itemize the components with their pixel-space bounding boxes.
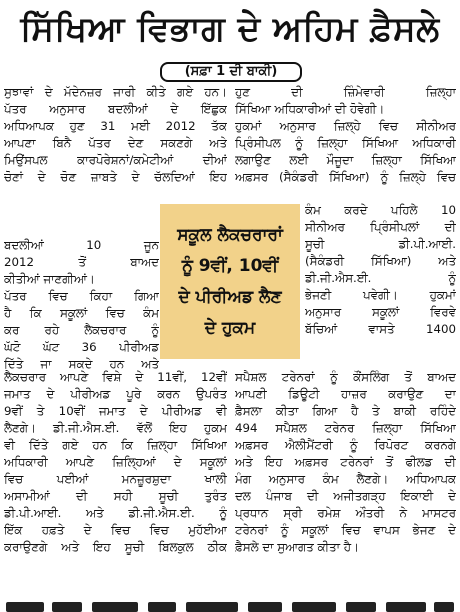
text-line: ਬੱਚਿਆਂ ਵਾਸਤੇ 1400 xyxy=(305,322,456,336)
text-line: ਲੈਕਚਰਾਰ ਆਪਣੇ ਵਿਸ਼ੇ ਦੇ 11ਵੀਂ, 12ਵੀਂ xyxy=(4,370,227,384)
right-column-middle xyxy=(305,202,456,338)
text-line: 9ਵੀਂ ਤੇ 10ਵੀਂ ਜਮਾਤ ਦੇ ਪੀਰੀਅਡ ਵੀ xyxy=(4,404,227,418)
text-line: ਅਨੁਸਾਰ ਸਕੂਲਾਂ ਵਿਰਵੇ xyxy=(305,305,456,319)
text-line: ਸੀਨੀਅਰ ਪ੍ਰਿੰਸੀਪਲਾਂ ਦੀ xyxy=(305,220,456,234)
text-line: ਟਰੇਨਰਾਂ ਨੂੰ ਸਕੂਲਾਂ ਵਿਚ ਵਾਪਸ ਭੇਜਣ ਦੇ xyxy=(235,523,456,537)
text-line: ਚੋਣਾਂ ਦੇ ਚੋਣ ਜ਼ਾਬਤੇ ਦੇ ਚੱਲਦਿਆਂ ਇਹ xyxy=(4,170,227,184)
text-line: ਪੱਤਰ ਵਿਚ ਕਿਹਾ ਗਿਆ xyxy=(4,289,159,303)
text-line: ਵਿਚ ਪਈਆਂ ਮਨਜ਼ੂਰਸ਼ੁਦਾ ਖਾਲੀ xyxy=(4,472,227,486)
text-line: ਲੈਣਗੇ। ਡੀ.ਜੀ.ਐਸ.ਈ. ਵੱਲੋਂ ਇਹ ਹੁਕਮ xyxy=(4,421,227,435)
text-line: ਬਦਲੀਆਂ 10 ਜੂਨ xyxy=(4,238,159,252)
text-line: ਕਰਾਉਣਗੇ ਅਤੇ ਇਹ ਸੂਚੀ ਬਿਲਕੁਲ ਠੀਕ xyxy=(4,540,227,554)
sub-headline-box xyxy=(160,204,300,359)
text-line: ਹੁਕਮਾਂ ਅਨੁਸਾਰ ਜ਼ਿਲ੍ਹੇ ਵਿਚ ਸੀਨੀਅਰ xyxy=(235,119,456,133)
text-line: ਪ੍ਰਧਾਨ ਸ੍ਰੀ ਰਮੇਸ਼ ਔਤਰੀ ਨੇ ਮਾਸਟਰ xyxy=(235,506,456,520)
left-column-top xyxy=(4,84,227,186)
headline: ਸਿੱਖਿਆ ਵਿਭਾਗ ਦੇ ਅਹਿਮ ਫ਼ੈਸਲੇ xyxy=(20,9,440,49)
right-column-top xyxy=(235,84,456,186)
text-line: ਵੀ ਦਿੱਤੇ ਗਏ ਹਨ ਕਿ ਜ਼ਿਲ੍ਹਾ ਸਿੱਖਿਆ xyxy=(4,438,227,452)
text-line: ਮਿਉਂਸਪਲ ਕਾਰਪੋਰੇਸ਼ਨਾਂ/ਕਮੇਟੀਆਂ ਦੀਆਂ xyxy=(4,153,227,167)
text-line: ਪ੍ਰਿੰਸੀਪਲ ਨੂੰ ਜ਼ਿਲ੍ਹਾ ਸਿੱਖਿਆ ਅਧਿਕਾਰੀ xyxy=(235,136,456,150)
text-line: ਮੰਗ ਅਨੁਸਾਰ ਕੰਮ ਲੈਣਗੇ। ਅਧਿਆਪਕ xyxy=(235,472,456,486)
text-line: ਸਿੱਖਿਆ ਅਧਿਕਾਰੀਆਂ ਦੀ ਹੋਵੇਗੀ। xyxy=(235,102,385,116)
text-line: ਸੁਝਾਵਾਂ ਦੇ ਮੱਦੇਨਜ਼ਰ ਜਾਰੀ ਕੀਤੇ ਗਏ ਹਨ। xyxy=(4,85,227,99)
text-line: ਫ਼ੈਸਲਾ ਕੀਤਾ ਗਿਆ ਹੈ ਤੇ ਬਾਕੀ ਰਹਿੰਦੇ xyxy=(235,404,456,418)
text-line: ਅਤੇ ਇਹ ਅਫ਼ਸਰ ਟਰੇਨਰਾਂ ਤੋਂ ਫੀਲਡ ਦੀ xyxy=(235,455,456,469)
text-line: ਅਧਿਆਪਕ ਹੁਣ 31 ਮਈ 2012 ਤੱਕ xyxy=(4,119,227,133)
text-line: ਸੂਚੀ ਡੀ.ਪੀ.ਆਈ. xyxy=(305,237,456,251)
text-line: ਕੰਮ ਕਰਦੇ ਪਹਿਲੇ 10 xyxy=(305,203,456,217)
text-line: ਦਲ ਪੰਜਾਬ ਦੀ ਅਜੀਤਗੜ੍ਹ ਇਕਾਈ ਦੇ xyxy=(235,489,456,503)
text-line: ਡੀ.ਪੀ.ਆਈ. ਅਤੇ ਡੀ.ਜੀ.ਐਸ.ਈ. ਨੂੰ xyxy=(4,506,227,520)
text-line: 494 ਸਪੈਸ਼ਲ ਟਰੇਨਰ ਜ਼ਿਲ੍ਹਾ ਸਿੱਖਿਆ xyxy=(235,421,456,435)
text-line: ਘੱਟੋ ਘੱਟ 36 ਪੀਰੀਅਡ xyxy=(4,340,159,354)
text-line: ਜਮਾਤ ਦੇ ਪੀਰੀਅਡ ਪੂਰੇ ਕਰਨ ਉਪਰੰਤ xyxy=(4,387,227,401)
sub-headline-line: ਸਕੂਲ ਲੈਕਚਰਾਰਾਂ xyxy=(177,224,283,245)
text-line: ਪੱਤਰ ਅਨੁਸਾਰ ਬਦਲੀਆਂ ਦੇ ਇੱਛੁਕ xyxy=(4,102,227,116)
text-line: ਫ਼ੈਸਲੇ ਦਾ ਸੁਆਗਤ ਕੀਤਾ ਹੈ। xyxy=(235,540,359,554)
text-line: ਆਪਣਾ ਬਿਨੈ ਪੱਤਰ ਦੇਣ ਸਕਣਗੇ ਅਤੇ xyxy=(4,136,227,150)
continued-from-page-badge: (ਸਫ਼ਾ 1 ਦੀ ਬਾਕੀ) xyxy=(160,62,302,82)
sub-headline-line: ਦੇ ਪੀਰੀਅਡ ਲੈਣ xyxy=(178,286,282,307)
text-line: ਆਪਣੀ ਡਿਊਟੀ ਹਾਜ਼ਰ ਕਰਾਉਣ ਦਾ xyxy=(235,387,456,401)
text-line: ਦਿੱਤੇ ਜਾ ਸਕਦੇ ਹਨ ਅਤੇ xyxy=(4,357,159,371)
text-line: ਅਸਾਮੀਆਂ ਦੀ ਸਹੀ ਸੂਚੀ ਤੁਰੰਤ xyxy=(4,489,227,503)
text-line: ਇੱਕ ਹਫ਼ਤੇ ਦੇ ਵਿਚ ਵਿਚ ਮੁਹੱਈਆ xyxy=(4,523,227,537)
text-line: ਹੈ ਕਿ ਸਕੂਲਾਂ ਵਿਚ ਕੰਮ xyxy=(4,306,159,320)
text-line: ਲਗਾਉਣ ਲਈ ਮੌਜੂਦਾ ਜ਼ਿਲ੍ਹਾ ਸਿੱਖਿਆ xyxy=(235,153,456,167)
text-line: ਡੀ.ਜੀ.ਐਸ.ਈ. ਨੂੰ xyxy=(305,271,456,285)
bottom-right-column xyxy=(235,369,456,556)
bottom-left-column xyxy=(4,369,227,556)
text-line: ਭੇਜਣੀ ਪਵੇਗੀ। ਹੁਕਮਾਂ xyxy=(305,288,456,302)
text-line: ਅਫ਼ਸਰ (ਸੈਕੰਡਰੀ ਸਿੱਖਿਆ) ਨੂੰ ਜ਼ਿਲ੍ਹੇ ਵਿਚ xyxy=(235,170,456,184)
sub-headline-line: ਨੂੰ 9ਵੀਂ, 10ਵੀਂ xyxy=(181,255,279,276)
text-line: ਕੀਤੀਆਂ ਜਾਣਗੀਆਂ। xyxy=(4,272,95,286)
text-line: (ਸੈਕੰਡਰੀ ਸਿੱਖਿਆ) ਅਤੇ xyxy=(305,254,456,268)
text-line: ਸਪੈਸ਼ਲ ਟਰੇਨਰਾਂ ਨੂੰ ਕੌਂਸਲਿੰਗ ਤੋਂ ਬਾਅਦ xyxy=(235,370,456,384)
sub-headline-line: ਦੇ ਹੁਕਮ xyxy=(204,317,256,338)
text-line: ਹੁਣ ਦੀ ਜ਼ਿੰਮੇਵਾਰੀ ਜ਼ਿਲ੍ਹਾ xyxy=(235,85,456,99)
text-line: ਅਧਿਕਾਰੀ ਆਪਣੇ ਜ਼ਿਲ੍ਹਿਆਂ ਦੇ ਸਕੂਲਾਂ xyxy=(4,455,227,469)
cut-off-next-headline xyxy=(0,596,460,612)
text-line: 2012 ਤੋਂ ਬਾਅਦ xyxy=(4,255,159,269)
left-column-middle xyxy=(4,237,159,373)
text-line: ਕਰ ਰਹੇ ਲੈਕਚਰਾਰ ਨੂੰ xyxy=(4,323,159,337)
text-line: ਅਫ਼ਸਰ ਐਲੀਮੈਂਟਰੀ ਨੂੰ ਰਿਪੋਰਟ ਕਰਨਗੇ xyxy=(235,438,456,452)
